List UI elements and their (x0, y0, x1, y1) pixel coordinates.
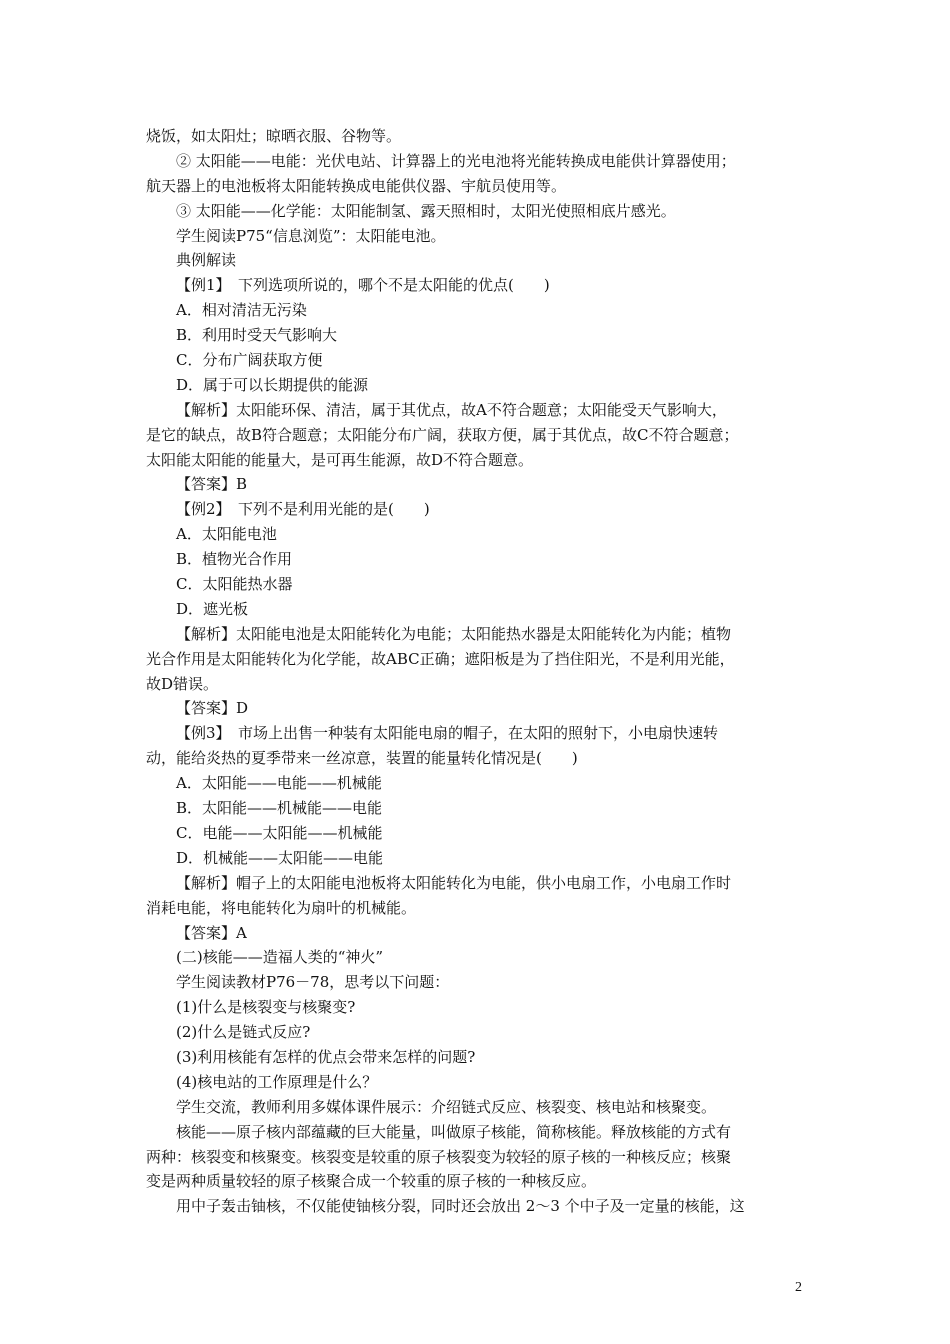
text-line: 核能——原子核内部蕴藏的巨大能量，叫做原子核能，简称核能。释放核能的方式有 (176, 1122, 732, 1141)
text-line: 【解析】帽子上的太阳能电池板将太阳能转化为电能，供小电扇工作，小电扇工作时 (176, 873, 732, 892)
text-line: 【答案】B (176, 475, 248, 494)
text-line: (2)什么是链式反应? (176, 1023, 311, 1042)
text-line: ③ 太阳能——化学能：太阳能制氢、露天照相时，太阳光使照相底片感光。 (176, 201, 676, 220)
text-line: 学生阅读教材P76－78，思考以下问题： (176, 973, 450, 992)
text-line: A．太阳能电池 (176, 525, 277, 544)
page-body (146, 124, 806, 1219)
text-line: 【例2】 下列不是利用光能的是( ) (176, 500, 430, 519)
text-line: 变是两种质量较轻的原子核聚合成一个较重的原子核的一种核反应。 (146, 1172, 597, 1191)
text-line: 【答案】D (176, 699, 249, 718)
text-line: 用中子轰击铀核，不仅能使铀核分裂，同时还会放出 2～3 个中子及一定量的核能，这 (176, 1197, 745, 1216)
text-line: 【解析】太阳能电池是太阳能转化为电能；太阳能热水器是太阳能转化为内能；植物 (176, 624, 732, 643)
text-line: 太阳能太阳能的能量大，是可再生能源，故D不符合题意。 (146, 450, 534, 469)
text-line: A．相对清洁无污染 (176, 301, 307, 320)
text-line: D．机械能——太阳能——电能 (176, 848, 384, 867)
text-line: (1)什么是核裂变与核聚变? (176, 998, 356, 1017)
text-line: B．太阳能——机械能——电能 (176, 799, 383, 818)
text-line: 光合作用是太阳能转化为化学能，故ABC正确；遮阳板是为了挡住阳光，不是利用光能， (146, 649, 735, 668)
text-line: 两种：核裂变和核聚变。核裂变是较重的原子核裂变为较轻的原子核的一种核反应；核聚 (146, 1147, 732, 1166)
text-line: 烧饭，如太阳灶；晾晒衣服、谷物等。 (146, 127, 402, 145)
text-line: 典例解读 (176, 251, 237, 270)
text-line: 消耗电能，将电能转化为扇叶的机械能。 (146, 898, 417, 917)
text-line: C．太阳能热水器 (176, 575, 293, 594)
text-line: B．利用时受天气影响大 (176, 326, 338, 345)
text-line: C．电能——太阳能——机械能 (176, 823, 383, 842)
text-line: 动，能给炎热的夏季带来一丝凉意，装置的能量转化情况是( ) (146, 749, 578, 768)
text-line: 航天器上的电池板将太阳能转换成电能供仪器、宇航员使用等。 (146, 176, 567, 195)
text-line: 【例1】 下列选项所说的，哪个不是太阳能的优点( ) (176, 276, 550, 295)
text-line: 故D错误。 (146, 674, 219, 693)
text-line: (3)利用核能有怎样的优点会带来怎样的问题? (176, 1047, 476, 1066)
text-line: 【解析】太阳能环保、清洁，属于其优点，故A不符合题意；太阳能受天气影响大， (176, 400, 727, 419)
text-line: 【例3】 市场上出售一种装有太阳能电扇的帽子，在太阳的照射下，小电扇快速转 (176, 724, 719, 743)
page-number: 2 (795, 1280, 802, 1295)
text-line: (二)核能——造福人类的“神火” (176, 948, 384, 967)
text-line: C．分布广阔获取方便 (176, 351, 323, 370)
text-line: 学生交流，教师利用多媒体课件展示：介绍链式反应、核裂变、核电站和核聚变。 (176, 1097, 717, 1116)
text-line: (4)核电站的工作原理是什么？ (176, 1072, 378, 1091)
text-line: B．植物光合作用 (176, 550, 293, 569)
text-line: 是它的缺点，故B符合题意；太阳能分布广阔，获取方便，属于其优点，故C不符合题意； (146, 425, 739, 444)
text-line: D．遮光板 (176, 599, 249, 618)
text-line: 学生阅读P75“信息浏览”：太阳能电池。 (176, 226, 446, 245)
text-line: 【答案】A (176, 923, 247, 942)
text-line: ② 太阳能——电能：光伏电站、计算器上的光电池将光能转换成电能供计算器使用； (176, 151, 736, 170)
text-line: D．属于可以长期提供的能源 (176, 375, 369, 394)
text-line: A．太阳能——电能——机械能 (176, 774, 382, 793)
